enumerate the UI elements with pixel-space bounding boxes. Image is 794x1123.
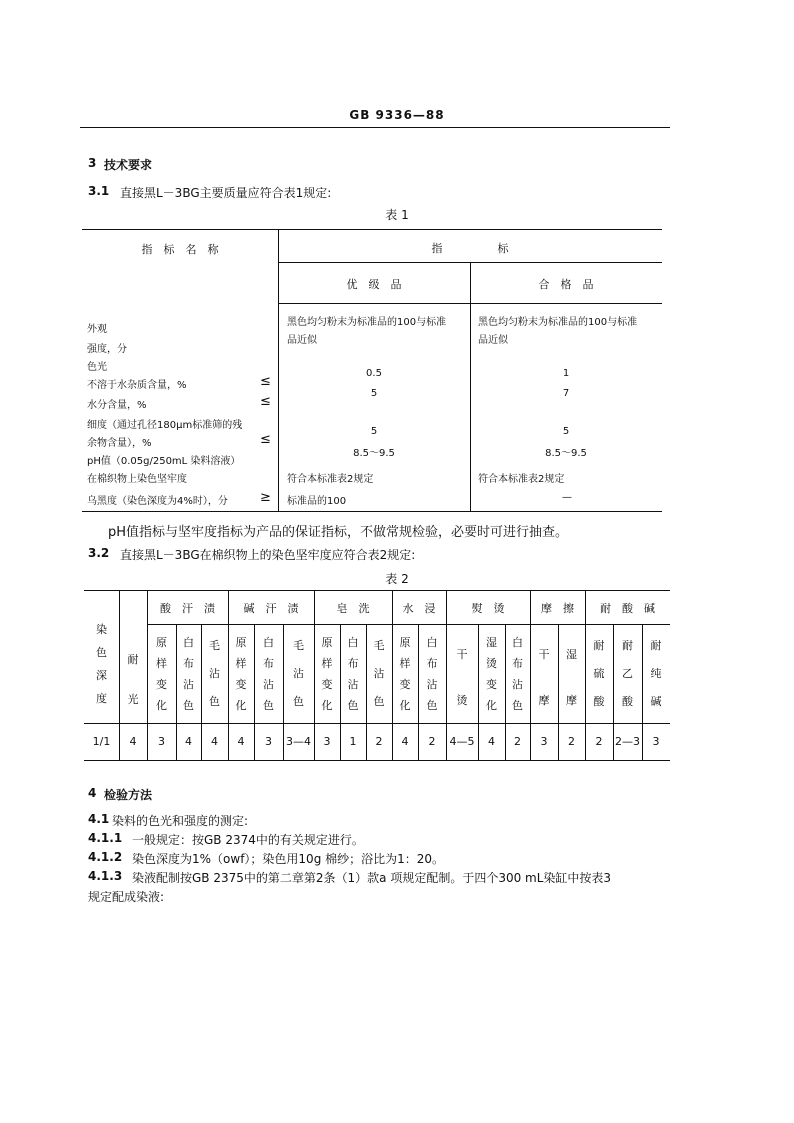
table-1-row-symbol: ≤ [260, 432, 271, 447]
table-2-sub-header-char: 布 [183, 657, 194, 670]
table-1-row-grade1: 品近似 [287, 335, 317, 346]
table-1-row-name: 乌黑度（染色深度为4%时），分 [87, 496, 228, 507]
table-2-sub-header-char: 白 [183, 636, 194, 649]
table-2-sub-header [478, 632, 505, 716]
table-1-header-grade1: 优 级 品 [346, 278, 402, 291]
table-2-sub-header-char: 毛 [373, 639, 385, 652]
table-2-sub-header-char: 色 [293, 695, 304, 708]
table-2-sub-header-char: 湿 [566, 648, 577, 661]
table-2-value-cell: 1 [349, 735, 357, 748]
table-2-sub-header-char: 毛 [209, 639, 220, 652]
table-1-row-grade2: 品近似 [478, 335, 508, 346]
table-2-sub-header [314, 632, 340, 716]
method-item-text: 染液配制按GB 2375中的第二章第2条（1）款a 项规定配制。于四个300 mL染缸中按表3 [132, 871, 612, 885]
table-2-sub-header-char: 变 [399, 678, 411, 691]
method-item-number: 4.1.1 [88, 831, 123, 845]
table-2-sub-header-char: 沾 [293, 667, 304, 680]
table-1-row-grade1: 5 [370, 388, 378, 399]
table-2-sub-header-char: 变 [156, 678, 167, 691]
table-2-sub-header-char: 布 [263, 657, 274, 670]
table-2-sub-header-char: 色 [373, 695, 385, 708]
table-2-header-depth [84, 618, 119, 710]
table-1-row-grade1: 黑色均匀粉末为标准品的100与标准 [287, 317, 447, 328]
table-2-value-depth: 1/1 [92, 735, 111, 748]
header-rule [80, 127, 670, 128]
table-2-sub-header-char: 酸 [593, 695, 605, 708]
table-2-sub-header-char: 耐 [650, 639, 662, 652]
table-2-header-light-char: 耐 [127, 653, 139, 666]
table-1-row-name: pH值（0.05g/250mL 染料溶液） [87, 456, 241, 467]
table-2-value-cell: 4 [211, 735, 218, 748]
method-item-text: 染料的色光和强度的测定: [112, 814, 249, 828]
table-1-header-name: 指 标 名 称 [141, 243, 219, 256]
table-1-caption: 表 1 [385, 208, 409, 222]
table-1-row-name: 细度（通过孔径180μm标准筛的残 [87, 420, 243, 431]
table-2-sub-header-char: 白 [263, 636, 274, 649]
table-2-group-header: 摩 擦 [541, 602, 574, 615]
table-2-sub-header-char: 变 [486, 678, 497, 691]
table-1-row-name: 不溶于水杂质含量，% [87, 380, 187, 391]
table-2-value-cell: 3 [158, 735, 165, 748]
section-4-number: 4 [88, 786, 97, 800]
table-2-sub-header-char: 白 [512, 636, 523, 649]
table-2-sub-header [505, 632, 530, 716]
table-1-row-grade1: 8.5～9.5 [353, 448, 395, 459]
table-1-header-index: 指 标 [431, 242, 509, 255]
table-2-sub-header-char: 沾 [347, 678, 359, 691]
table-2-value-cell: 4 [488, 735, 495, 748]
table-2-sub-header-char: 原 [156, 636, 167, 649]
table-1-row-name: 水分含量，% [87, 400, 147, 411]
table-1-row-grade2: 1 [562, 368, 570, 379]
table-1-row-grade1: 标准品的100 [287, 496, 347, 507]
table-2-sub-header [340, 632, 366, 716]
section-3-title: 技术要求 [104, 158, 153, 172]
table-2-sub-header-char: 原 [321, 636, 333, 649]
table-2-sub-header [176, 632, 201, 716]
table-2-sub-header-char: 烫 [456, 694, 468, 707]
table-2-sub-header-char: 耐 [622, 639, 633, 652]
table-2-value-cell: 3 [265, 735, 272, 748]
table-2-sub-header-char: 白 [347, 636, 359, 649]
table-2-sub-header-char: 化 [399, 699, 411, 712]
table-2-value-cell: 3—4 [286, 735, 311, 748]
table-2-sub-header-char: 沾 [183, 678, 194, 691]
table-1-row-name: 外观 [87, 324, 107, 335]
table-2-sub-header-char: 样 [235, 657, 247, 670]
table-2-sub-header-char: 布 [347, 657, 359, 670]
table-1-row-name: 余物含量），% [87, 438, 152, 449]
table-2-sub-header [530, 632, 558, 724]
table-2-sub-header-char: 纯 [650, 667, 662, 680]
table-2-value-cell: 3 [652, 735, 660, 748]
table-2-header-depth-char: 深 [96, 669, 107, 682]
table-2-sub-header-char: 化 [235, 699, 247, 712]
table-1-row-grade2: 7 [562, 388, 570, 399]
table-2-value-cell: 2—3 [615, 735, 640, 748]
table-2-sub-header-char: 沾 [373, 667, 385, 680]
table-2-sub-header-char: 原 [235, 636, 247, 649]
table-2-bottom-rule [84, 760, 670, 761]
table-2-value-cell: 2 [375, 735, 383, 748]
table-2-sub-header [147, 632, 176, 716]
table-2-sub-header [613, 632, 642, 716]
table-2-sub-header-char: 酸 [622, 695, 633, 708]
table-2-value-cell: 4—5 [449, 735, 475, 748]
table-2-sub-header [201, 632, 228, 716]
table-2-sub-header-char: 沾 [209, 667, 220, 680]
method-item-text: 染色深度为1%（owf）；染色用10g 棉纱；浴比为1：20。 [132, 852, 445, 866]
table-2-sub-header-char: 色 [347, 699, 359, 712]
table-2-sub-header-char: 白 [426, 636, 438, 649]
table-2-value-cell: 4 [129, 735, 137, 748]
table-2-sub-header [392, 632, 418, 716]
table-2-value-cell: 2 [568, 735, 575, 748]
table-2-header-depth-char: 色 [96, 646, 107, 659]
table-2-header-depth-char: 染 [96, 623, 107, 636]
method-item-text: 规定配成染液: [88, 890, 165, 904]
table-1-row-grade1: 5 [370, 426, 378, 437]
table-2-mid-rule [147, 624, 670, 625]
table-1-header-grade2: 合 格 品 [538, 278, 594, 291]
table-2-sub-header [366, 632, 392, 716]
table-1-row-grade1: 符合本标准表2规定 [287, 474, 374, 485]
table-2-sub-header-char: 湿 [486, 636, 497, 649]
table-2-sub-header-char: 变 [321, 678, 333, 691]
table-2-sub-header-char: 干 [538, 648, 550, 661]
table-2-value-cell: 2 [514, 735, 521, 748]
table-1-row-name: 色光 [87, 362, 107, 373]
table-2-sub-header-char: 色 [426, 699, 438, 712]
clause-3-2-number: 3.2 [88, 546, 110, 560]
table-2-sub-header-char: 沾 [426, 678, 438, 691]
table-2-header-light [119, 640, 147, 720]
table-2-value-cell: 4 [401, 735, 409, 748]
table-2-sub-header-char: 样 [321, 657, 333, 670]
table-1-row-grade2: 8.5～9.5 [545, 448, 587, 459]
table-1-row-grade2: 5 [562, 426, 570, 437]
section-4-title: 检验方法 [104, 788, 153, 802]
table-2-sub-header-char: 样 [399, 657, 411, 670]
guarantee-note: pH值指标与坚牢度指标为产品的保证指标，不做常规检验，必要时可进行抽查。 [108, 525, 569, 540]
table-2-sub-header [585, 632, 613, 716]
table-2-sub-header-char: 色 [263, 699, 274, 712]
table-2-header-depth-char: 度 [96, 692, 107, 705]
method-item-number: 4.1.3 [88, 869, 123, 883]
table-1-row-symbol: ≤ [260, 394, 271, 409]
table-2-sub-header-char: 摩 [566, 694, 577, 707]
method-item-number: 4.1 [88, 812, 110, 826]
table-2-header-light-char: 光 [127, 693, 139, 706]
table-2-sub-header-char: 化 [156, 699, 167, 712]
table-2-value-cell: 4 [237, 735, 245, 748]
document-header: GB 9336—88 [349, 108, 445, 122]
table-1-row-grade2: 符合本标准表2规定 [478, 474, 565, 485]
section-3-number: 3 [88, 156, 97, 170]
table-2-sub-header-char: 摩 [538, 694, 550, 707]
table-2-sub-header [254, 632, 283, 716]
clause-3-2-text: 直接黑L－3BG在棉织物上的染色坚牢度应符合表2规定: [120, 548, 416, 562]
table-1-row-symbol: ≥ [260, 490, 271, 505]
table-1-row-symbol: ≤ [260, 374, 271, 389]
table-2-sub-header-char: 色 [183, 699, 194, 712]
table-2-sub-header-char: 化 [486, 699, 497, 712]
table-2-sub-header-char: 原 [399, 636, 411, 649]
table-2-sub-header-char: 干 [456, 648, 468, 661]
table-2-value-cell: 4 [185, 735, 192, 748]
table-2-sub-header-char: 硫 [593, 667, 605, 680]
table-1-row-grade1: 0.5 [366, 368, 382, 379]
clause-3-1-text: 直接黑L－3BG主要质量应符合表1规定: [120, 186, 332, 200]
table-1-row-name: 在棉织物上染色坚牢度 [87, 474, 187, 485]
table-2-sub-header [446, 632, 478, 724]
table-1-row-grade2: — [562, 492, 572, 503]
table-2-group-header: 水 浸 [402, 602, 436, 615]
table-2-sub-header-char: 布 [426, 657, 438, 670]
table-2-sub-header [228, 632, 254, 716]
table-2-sub-header-char: 耐 [593, 639, 605, 652]
table-2-group-header: 酸 汗 渍 [160, 602, 215, 615]
table-2-value-cell: 3 [540, 735, 548, 748]
method-item-text: 一般规定：按GB 2374中的有关规定进行。 [132, 833, 364, 847]
table-2-caption: 表 2 [385, 572, 409, 586]
table-2-value-cell: 2 [428, 735, 436, 748]
table-2-sub-header-char: 色 [512, 699, 523, 712]
table-2-top-rule [84, 590, 670, 591]
table-2-value-cell: 2 [595, 735, 603, 748]
table-2-group-header: 熨 烫 [471, 602, 505, 615]
table-2-sub-header-char: 碱 [650, 695, 662, 708]
table-2-sub-header-char: 化 [321, 699, 333, 712]
table-1-row-grade2: 黑色均匀粉末为标准品的100与标准 [478, 317, 638, 328]
table-2-sub-header-char: 毛 [293, 639, 304, 652]
table-2-sub-header [642, 632, 670, 716]
table-2-sub-header-char: 布 [512, 657, 523, 670]
method-item-number: 4.1.2 [88, 850, 123, 864]
table-1-row-name: 强度，分 [87, 344, 127, 355]
table-2-group-header: 耐 酸 碱 [600, 602, 655, 615]
table-2-group-header: 碱 汗 渍 [243, 602, 299, 615]
table-2-sub-header [418, 632, 446, 716]
table-2-sub-header [558, 632, 585, 724]
table-2-sub-header-char: 乙 [622, 667, 633, 680]
table-2-sub-header-char: 色 [209, 695, 220, 708]
clause-3-1-number: 3.1 [88, 184, 110, 198]
table-2-sub-header-char: 烫 [486, 657, 497, 670]
table-2-sub-header-char: 沾 [512, 678, 523, 691]
table-2-group-header: 皂 洗 [336, 602, 370, 615]
table-2-sub-header-char: 沾 [263, 678, 274, 691]
table-2-sub-header-char: 变 [235, 678, 247, 691]
table-2-value-cell: 3 [323, 735, 331, 748]
table-2-sub-header-char: 样 [156, 657, 167, 670]
table-2-sub-header [283, 632, 314, 716]
